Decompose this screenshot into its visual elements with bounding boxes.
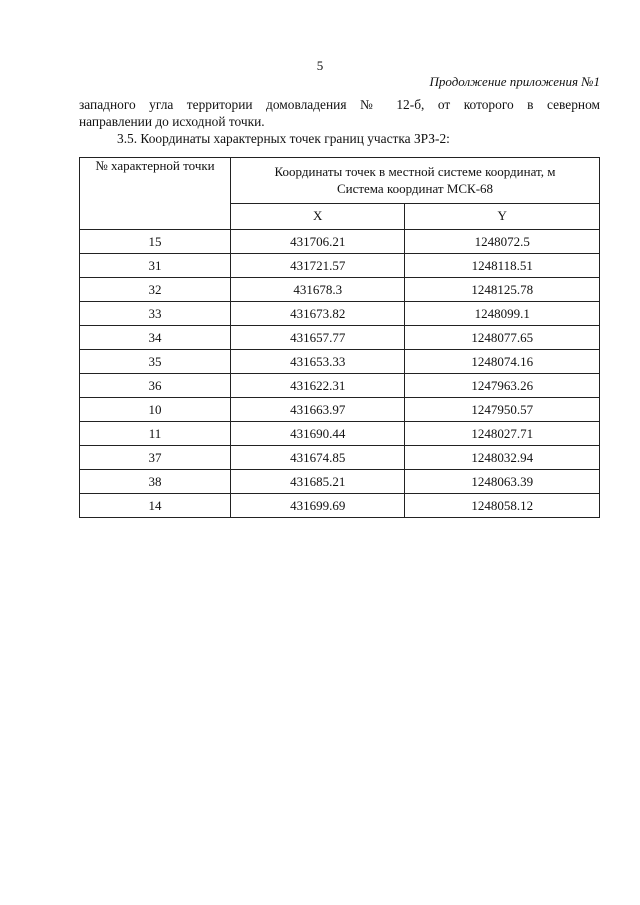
x-cell: 431622.31 — [231, 374, 405, 398]
table-row — [80, 254, 600, 278]
point-cell: 38 — [80, 470, 231, 494]
table-row — [80, 422, 600, 446]
page-number: 5 — [316, 58, 324, 73]
coordinates-table — [79, 157, 600, 518]
y-cell: 1247950.57 — [405, 398, 600, 422]
y-cell: 1248077.65 — [405, 326, 600, 350]
x-cell: 431657.77 — [231, 326, 405, 350]
point-cell: 33 — [80, 302, 231, 326]
y-cell: 1248063.39 — [405, 470, 600, 494]
body-paragraph — [79, 96, 600, 130]
header-point-number: № характерной точки — [80, 158, 231, 230]
header-x: X — [231, 203, 405, 229]
header-coordinates — [231, 158, 600, 204]
table-row — [80, 398, 600, 422]
table-row — [80, 278, 600, 302]
table-row — [80, 230, 600, 254]
y-cell: 1248125.78 — [405, 278, 600, 302]
x-cell: 431678.3 — [231, 278, 405, 302]
y-cell: 1248118.51 — [405, 254, 600, 278]
x-cell: 431690.44 — [231, 422, 405, 446]
table-row — [80, 326, 600, 350]
paragraph-line: направлении до исходной точки. — [79, 114, 265, 129]
y-cell: 1248058.12 — [405, 494, 600, 518]
x-cell: 431653.33 — [231, 350, 405, 374]
y-cell: 1248032.94 — [405, 446, 600, 470]
paragraph-line: западного угла территории домовладения № 12-б, от которого в северном — [79, 97, 600, 112]
x-cell: 431721.57 — [231, 254, 405, 278]
header-coordinates-line: Координаты точек в местной системе координат, м — [274, 164, 556, 180]
point-cell: 14 — [80, 494, 231, 518]
y-cell: 1248072.5 — [405, 230, 600, 254]
table-row — [80, 350, 600, 374]
point-cell: 34 — [80, 326, 231, 350]
x-cell: 431699.69 — [231, 494, 405, 518]
table-body — [80, 230, 600, 518]
point-cell: 31 — [80, 254, 231, 278]
point-cell: 32 — [80, 278, 231, 302]
table-row — [80, 374, 600, 398]
y-cell: 1248027.71 — [405, 422, 600, 446]
table-row — [80, 446, 600, 470]
table-row — [80, 470, 600, 494]
x-cell: 431673.82 — [231, 302, 405, 326]
x-cell: 431674.85 — [231, 446, 405, 470]
header-coordinate-system: Система координат МСК-68 — [336, 181, 494, 197]
table-row — [80, 494, 600, 518]
x-cell: 431706.21 — [231, 230, 405, 254]
point-cell: 35 — [80, 350, 231, 374]
point-cell: 36 — [80, 374, 231, 398]
x-cell: 431685.21 — [231, 470, 405, 494]
y-cell: 1248074.16 — [405, 350, 600, 374]
y-cell: 1248099.1 — [405, 302, 600, 326]
point-cell: 37 — [80, 446, 231, 470]
point-cell: 15 — [80, 230, 231, 254]
x-cell: 431663.97 — [231, 398, 405, 422]
section-heading: 3.5. Координаты характерных точек границ участка ЗРЗ-2: — [117, 131, 450, 146]
appendix-note: Продолжение приложения №1 — [429, 74, 600, 89]
table-row — [80, 302, 600, 326]
header-y: Y — [405, 203, 600, 229]
point-cell: 10 — [80, 398, 231, 422]
point-cell: 11 — [80, 422, 231, 446]
y-cell: 1247963.26 — [405, 374, 600, 398]
